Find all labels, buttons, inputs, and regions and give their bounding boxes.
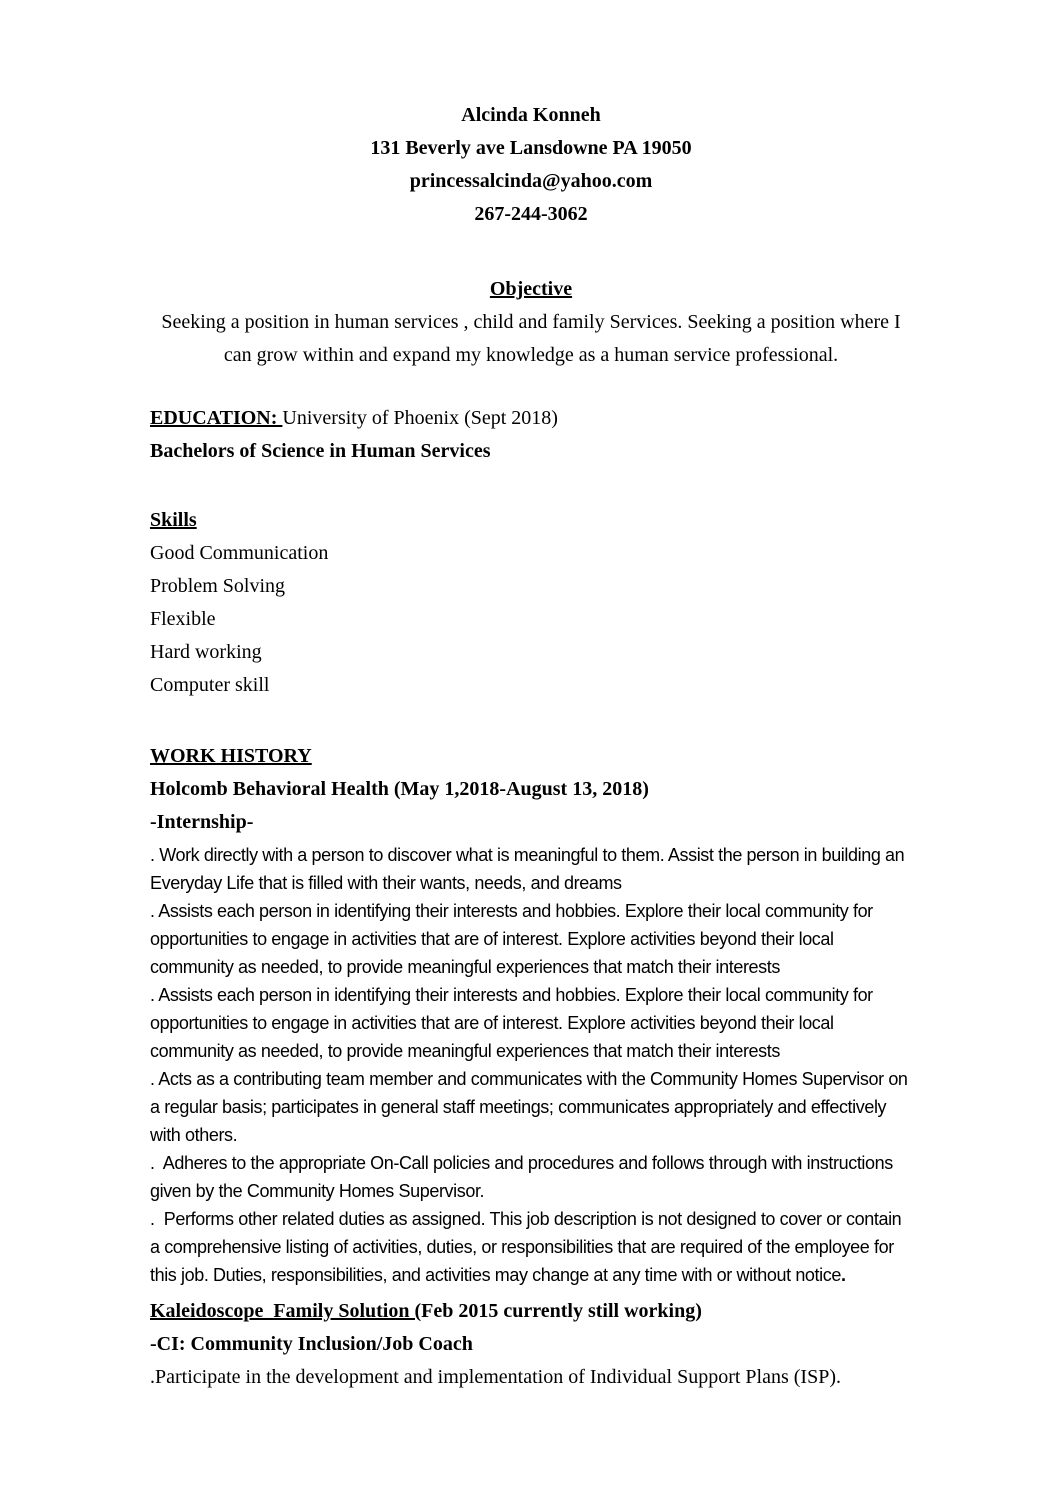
skill-item: Computer skill <box>150 674 270 696</box>
skill-item: Hard working <box>150 641 262 663</box>
job-duty: . Acts as a contributing team member and communicates with the Community Homes Supervisor on a regular basis; participates in general staff meetings; communicates appropriately and effectively with others. <box>150 1069 908 1145</box>
objective-text: Seeking a position in human services , child and family Services. Seeking a position where I can grow within and expand my knowledge as a human service professional. <box>161 311 901 366</box>
job-duty: . Performs other related duties as assigned. This job description is not designed to cover or contain a comprehensive listing of activities, duties, or responsibilities that are required of the employee for this job. Duties, responsibilities, and activities may change at any time with or without notice. <box>150 1209 902 1285</box>
contact-name: Alcinda Konneh <box>461 104 601 126</box>
contact-header <box>150 99 912 231</box>
education-section <box>150 402 912 468</box>
objective-section <box>150 273 912 372</box>
skills-heading: Skills <box>150 509 197 531</box>
job-duty: . Assists each person in identifying their interests and hobbies. Explore their local community for opportunities to engage in activities that are of interest. Explore activities beyond their local community as needed, to provide meaningful experiences that match their interests <box>150 901 873 977</box>
education-line <box>150 402 912 435</box>
contact-phone: 267-244-3062 <box>474 203 588 225</box>
objective-heading: Objective <box>489 278 573 300</box>
job-employer <box>150 1295 912 1328</box>
job-duties <box>150 841 912 1289</box>
contact-address: 131 Beverly ave Lansdowne PA 19050 <box>370 137 692 159</box>
job-employer-dates: Feb 2015 currently still working) <box>421 1300 702 1322</box>
education-heading: EDUCATION: <box>150 407 283 429</box>
skill-item: Flexible <box>150 608 216 630</box>
skill-item: Good Communication <box>150 542 329 564</box>
skills-section <box>150 504 912 702</box>
job-employer: Holcomb Behavioral Health (May 1,2018-August 13, 2018) <box>150 778 649 800</box>
contact-email: princessalcinda@yahoo.com <box>409 170 653 192</box>
job-role: -Internship- <box>150 811 254 833</box>
education-institution: University of Phoenix (Sept 2018) <box>282 407 558 429</box>
job-duty: .Participate in the development and implementation of Individual Support Plans (ISP). <box>150 1366 841 1388</box>
job-role: -CI: Community Inclusion/Job Coach <box>150 1333 473 1355</box>
job-duty: . Assists each person in identifying their interests and hobbies. Explore their local community for opportunities to engage in activities that are of interest. Explore activities beyond their local community as needed, to provide meaningful experiences that match their interests <box>150 985 873 1061</box>
job-employer-underlined: Kaleidoscope Family Solution ( <box>150 1300 422 1322</box>
education-degree: Bachelors of Science in Human Services <box>150 440 491 462</box>
work-history-heading: WORK HISTORY <box>150 745 312 767</box>
skill-item: Problem Solving <box>150 575 286 597</box>
work-history-section <box>150 740 912 1394</box>
bold-period: . <box>840 1265 846 1285</box>
job-duty: . Adheres to the appropriate On-Call policies and procedures and follows through with instructions given by the Community Homes Supervisor. <box>150 1153 893 1201</box>
job-duty: . Work directly with a person to discover what is meaningful to them. Assist the person in building an Everyday Life that is filled with their wants, needs, and dreams <box>150 845 905 893</box>
